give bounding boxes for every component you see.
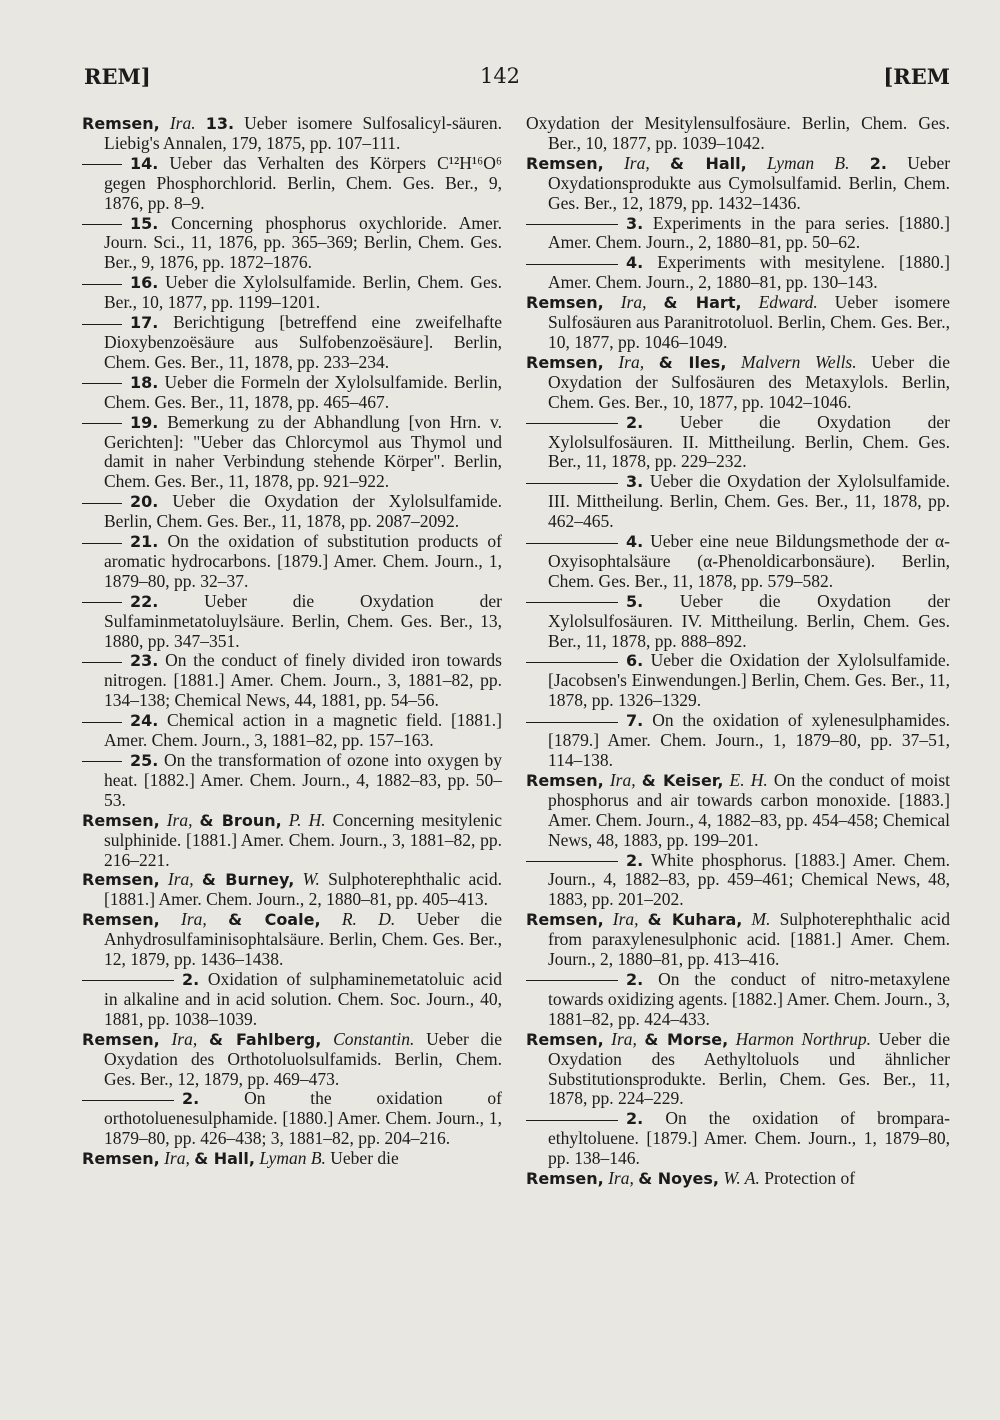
entry-text: Oxydation der Mesitylensulfosäure. Berlin, Chem. Ges. Ber., 10, 1877, pp. 1039–1042.: [526, 113, 950, 153]
entry-text: Ueber isomere Sulfosalicyl-säuren. Liebig's Annalen, 179, 1875, pp. 107–111.: [104, 113, 503, 153]
ditto-rule: [82, 761, 122, 762]
entry-text: Ueber die Oxydation der Xylolsulfamide. III. Mittheilung. Berlin, Chem. Ges. Ber., 11, 1878, pp. 462–465.: [548, 471, 950, 532]
entry-number: 15.: [130, 213, 159, 233]
right-column: [526, 114, 950, 1189]
author-name: Remsen,: [526, 770, 604, 790]
ditto-rule: [82, 602, 122, 603]
ditto-rule: [82, 1100, 174, 1101]
bibliography-entry: [82, 1149, 502, 1169]
bibliography-entry: [82, 910, 502, 970]
entry-number: 18.: [130, 372, 159, 392]
author-given-name: Ira,: [611, 1028, 637, 1049]
author-name: Remsen,: [526, 1169, 604, 1189]
bibliography-entry: [526, 771, 950, 851]
entry-text: Bemerkung zu der Abhandlung [von Hrn. v. Gerichten]: "Ueber das Chlorcymol aus Thymol und damit in naher Verbindung stehende Körper". Berlin, Chem. Ges. Ber., 11, 1878, pp. 921–922.: [104, 411, 503, 492]
entry-number: 22.: [130, 591, 159, 611]
sub-entry: [82, 651, 502, 711]
sub-entry: [82, 373, 502, 413]
entry-number: 3.: [626, 213, 644, 233]
bibliography-entry: [526, 910, 950, 970]
ditto-rule: [526, 264, 618, 265]
coauthor-name: & Broun,: [199, 810, 282, 830]
ditto-rule: [526, 662, 618, 663]
entry-text: Ueber die Oxydation der Xylolsulfamide. Berlin, Chem. Ges. Ber., 11, 1878, pp. 2087–2092.: [104, 491, 502, 532]
entry-number: 2.: [626, 1109, 644, 1129]
ditto-rule: [526, 423, 618, 424]
sub-entry: [526, 711, 950, 771]
sub-entry: [82, 313, 502, 373]
sub-entry: [526, 1109, 950, 1169]
ditto-rule: [526, 602, 618, 603]
entry-number: 25.: [130, 751, 159, 770]
entry-text: Experiments in the para series. [1880.] Amer. Chem. Journ., 2, 1880–81, pp. 50–62.: [548, 212, 951, 253]
author-given-name: Ira,: [609, 769, 636, 790]
sub-entry: [526, 253, 950, 293]
entry-text: Ueber die: [330, 1148, 399, 1169]
author-name: Remsen,: [82, 870, 160, 890]
entry-number: 2.: [626, 850, 644, 870]
entry-text: Ueber die Formeln der Xylolsulfamide. Berlin, Chem. Ges. Ber., 11, 1878, pp. 465–467.: [104, 371, 503, 412]
coauthor-given-name: Lyman B.: [767, 152, 850, 173]
ditto-rule: [526, 980, 618, 981]
ditto-rule: [82, 423, 122, 424]
entry-number: 7.: [626, 711, 644, 731]
bibliography-entry: [526, 1169, 950, 1189]
entry-text: Ueber die Xylolsulfamide. Berlin, Chem. Ges. Ber., 10, 1877, pp. 1199–1201.: [104, 272, 502, 313]
bibliography-entry: [526, 1030, 950, 1110]
entry-text: Ueber die Oxydation des Orthotoluolsulfamids. Berlin, Chem. Ges. Ber., 12, 1879, pp. 469–473.: [104, 1028, 503, 1089]
sub-entry: [526, 532, 950, 592]
entry-text: On the conduct of moist phosphorus and air towards carbon monoxide. [1883.] Amer. Chem. Journ., 4, 1882–83, pp. 454–458; Chemical News, 48, 1883, pp. 199–201.: [548, 769, 951, 850]
ditto-rule: [82, 224, 122, 225]
coauthor-given-name: R. D.: [341, 909, 396, 930]
entry-text: Ueber isomere Sulfosäuren aus Paranitrotoluol. Berlin, Chem. Ges. Ber., 10, 1877, pp. 1046–1049.: [548, 292, 950, 352]
continued-entry: [526, 114, 950, 154]
ditto-rule: [82, 980, 174, 981]
entry-text: Protection of: [764, 1168, 856, 1189]
author-given-name: Ira,: [181, 909, 207, 930]
sub-entry: [82, 492, 502, 532]
author-name: Remsen,: [82, 810, 160, 830]
coauthor-given-name: Harmon Northrup.: [735, 1028, 871, 1049]
author-name: Remsen,: [82, 114, 160, 133]
entry-text: Chemical action in a magnetic field. [1881.] Amer. Chem. Journ., 3, 1881–82, pp. 157–163.: [104, 710, 503, 751]
entry-text: Oxidation of sulphaminemetatoluic acid in alkaline and in acid solution. Chem. Soc. Journ., 40, 1881, pp. 1038–1039.: [104, 968, 503, 1029]
author-name: Remsen,: [82, 1029, 160, 1049]
author-given-name: Ira,: [608, 1168, 634, 1189]
coauthor-given-name: M.: [751, 909, 771, 930]
entry-number: 2.: [626, 969, 644, 989]
entry-number: 13.: [205, 114, 235, 133]
sub-entry: [82, 1089, 502, 1149]
ditto-rule: [82, 543, 122, 544]
ditto-rule: [82, 722, 122, 723]
sub-entry: [82, 970, 502, 1030]
entry-number: 6.: [626, 651, 644, 671]
entry-number: 16.: [130, 273, 159, 293]
entry-number: 3.: [626, 472, 644, 492]
sub-entry: [82, 592, 502, 652]
coauthor-given-name: Lyman B.: [259, 1148, 326, 1169]
ditto-rule: [526, 483, 618, 484]
entry-number: 2.: [182, 1089, 200, 1109]
entry-text: Ueber Oxydationsprodukte aus Cymolsulfamid. Berlin, Chem. Ges. Ber., 12, 1879, pp. 1432–1436.: [548, 152, 951, 213]
coauthor-name: & Hall,: [670, 153, 747, 173]
author-given-name: Ira,: [623, 152, 650, 173]
sub-entry: [526, 970, 950, 1030]
entry-number: 2.: [182, 969, 200, 989]
entry-number: 2.: [626, 412, 644, 432]
entry-text: Ueber die Oxidation der Xylolsulfamide. [Jacobsen's Einwendungen.] Berlin, Chem. Ges. Ber., 11, 1878, pp. 1326–1329.: [548, 650, 951, 711]
coauthor-name: & Iles,: [658, 352, 727, 372]
entry-text: On the conduct of nitro-metaxylene towards oxidizing agents. [1882.] Amer. Chem. Journ., 3, 1881–82, pp. 424–433.: [548, 968, 951, 1029]
entry-text: Sulphoterephthalic acid. [1881.] Amer. Chem. Journ., 2, 1880–81, pp. 405–413.: [104, 869, 503, 910]
sub-entry: [82, 154, 502, 214]
coauthor-given-name: Constantin.: [333, 1028, 415, 1049]
entry-text: Ueber die Oxydation der Sulfosäuren des Metaxylols. Berlin, Chem. Ges. Ber., 10, 1877, pp. 1042–1046.: [548, 351, 951, 412]
author-given-name: Ira,: [167, 869, 194, 890]
entry-text: Berichtigung [betreffend eine zweifelhafte Dioxybenzoësäure aus Sulfobenzoësäure]. Berlin, Chem. Ges. Ber., 11, 1878, pp. 233–234.: [104, 312, 502, 372]
ditto-rule: [82, 503, 122, 504]
entry-number: 23.: [130, 651, 159, 671]
entry-text: White phosphorus. [1883.] Amer. Chem. Journ., 4, 1882–83, pp. 459–461; Chemical News, 48, 1883, pp. 201–202.: [548, 849, 950, 910]
sub-entry: [526, 851, 950, 911]
entry-text: On the conduct of finely divided iron towards nitrogen. [1881.] Amer. Chem. Journ., 3, 1881–82, pp. 134–138; Chemical News, 44, 1881, pp. 54–56.: [104, 650, 502, 711]
entry-number: 5.: [626, 591, 644, 611]
bibliography-entry: [526, 353, 950, 413]
entry-text: Ueber die Oxydation der Xylolsulfosäuren. II. Mittheilung. Berlin, Chem. Ges. Ber., 11, 1878, pp. 229–232.: [548, 411, 950, 472]
author-given-name: Ira,: [164, 1148, 190, 1169]
entry-text: On the oxidation of orthotoluenesulphamide. [1880.] Amer. Chem. Journ., 1, 1879–80, pp. 426–438; 3, 1881–82, pp. 204–216.: [104, 1088, 503, 1149]
entry-number: 24.: [130, 711, 159, 731]
sub-entry: [82, 273, 502, 313]
running-head-left: REM]: [84, 64, 151, 89]
sub-entry: [526, 214, 950, 254]
entry-text: On the oxidation of substitution products of aromatic hydrocarbons. [1879.] Amer. Chem. Journ., 1, 1879–80, pp. 32–37.: [104, 531, 503, 591]
bibliography-entry: [82, 811, 502, 871]
entry-text: Ueber die Oxydation der Xylolsulfosäuren. IV. Mittheilung. Berlin, Chem. Ges. Ber., 11, 1878, pp. 888–892.: [548, 590, 950, 651]
ditto-rule: [526, 224, 618, 225]
coauthor-name: & Fahlberg,: [209, 1029, 322, 1049]
bibliography-entry: [82, 1030, 502, 1090]
entry-text: Sulphoterephthalic acid from paraxylenesulphonic acid. [1881.] Amer. Chem. Journ., 2, 1880–81, pp. 413–416.: [548, 909, 951, 970]
entry-text: Concerning phosphorus oxychloride. Amer. Journ. Sci., 11, 1876, pp. 365–369; Berlin, Chem. Ges. Ber., 9, 1876, pp. 1872–1876.: [104, 212, 502, 273]
ditto-rule: [82, 284, 122, 285]
coauthor-name: & Burney,: [201, 870, 295, 890]
ditto-rule: [82, 383, 122, 384]
author-given-name: Ira.: [169, 113, 196, 133]
sub-entry: [526, 472, 950, 532]
coauthor-name: & Keiser,: [641, 770, 724, 790]
coauthor-given-name: W. A.: [723, 1168, 760, 1189]
entry-number: 2.: [869, 153, 887, 173]
coauthor-given-name: Malvern Wells.: [741, 351, 857, 372]
entry-number: 21.: [130, 532, 159, 552]
entry-number: 4.: [626, 253, 644, 273]
ditto-rule: [82, 164, 122, 165]
author-given-name: Ira,: [620, 292, 647, 313]
author-given-name: Ira,: [171, 1028, 198, 1049]
author-name: Remsen,: [526, 352, 604, 372]
author-name: Remsen,: [82, 910, 160, 930]
entry-text: On the transformation of ozone into oxygen by heat. [1882.] Amer. Chem. Journ., 4, 1882–83, pp. 50–53.: [104, 750, 502, 810]
author-name: Remsen,: [82, 1149, 160, 1169]
coauthor-given-name: W.: [302, 869, 320, 890]
sub-entry: [82, 532, 502, 592]
coauthor-name: & Coale,: [228, 910, 321, 930]
sub-entry: [526, 651, 950, 711]
ditto-rule: [526, 1120, 618, 1121]
entry-text: Ueber die Oxydation der Sulfaminmetatoluylsäure. Berlin, Chem. Ges. Ber., 13, 1880, pp. 347–351.: [104, 590, 502, 651]
entry-number: 17.: [130, 313, 159, 333]
author-given-name: Ira,: [166, 809, 193, 830]
entry-number: 19.: [130, 412, 159, 432]
author-name: Remsen,: [526, 153, 604, 173]
entry-text: Concerning mesitylenic sulphinide. [1881.] Amer. Chem. Journ., 3, 1881–82, pp. 216–221.: [104, 809, 503, 870]
entry-text: Ueber eine neue Bildungsmethode der α-Oxyisophtalsäure (α-Phenoldicarbonsäure). Berlin, Chem. Ges. Ber., 11, 1878, pp. 579–582.: [548, 531, 950, 591]
ditto-rule: [82, 662, 122, 663]
bibliography-entry: [82, 870, 502, 910]
author-name: Remsen,: [526, 1029, 604, 1049]
entry-text: Experiments with mesitylene. [1880.] Amer. Chem. Journ., 2, 1880–81, pp. 130–143.: [548, 252, 950, 293]
coauthor-given-name: E. H.: [729, 769, 768, 790]
coauthor-name: & Noyes,: [638, 1169, 719, 1189]
sub-entry: [82, 413, 502, 493]
sub-entry: [82, 751, 502, 811]
sub-entry: [82, 711, 502, 751]
coauthor-name: & Kuhara,: [647, 910, 743, 930]
sub-entry: [526, 592, 950, 652]
bibliography-entry: [526, 154, 950, 214]
entry-text: Ueber die Oxydation des Aethyltoluols und ähnlicher Substitutionsprodukte. Berlin, Chem. Ges. Ber., 11, 1878, pp. 224–229.: [548, 1028, 951, 1109]
ditto-rule: [526, 722, 618, 723]
ditto-rule: [82, 324, 122, 325]
entry-number: 20.: [130, 492, 159, 512]
running-head-right: [REM: [883, 64, 950, 89]
entry-text: On the oxidation of xylenesulphamides. [1879.] Amer. Chem. Journ., 1, 1879–80, pp. 37–51, 114–138.: [548, 710, 950, 770]
page-number: 142: [479, 64, 521, 88]
author-name: Remsen,: [526, 293, 604, 313]
sub-entry: [526, 413, 950, 473]
ditto-rule: [526, 861, 618, 862]
entry-number: 4.: [626, 532, 644, 552]
entry-number: 14.: [130, 153, 159, 173]
entry-text: On the oxidation of brompara-ethyltoluene. [1879.] Amer. Chem. Journ., 1, 1879–80, pp. 138–146.: [548, 1108, 951, 1169]
coauthor-name: & Morse,: [644, 1029, 729, 1049]
author-given-name: Ira,: [618, 351, 645, 372]
coauthor-name: & Hart,: [663, 293, 742, 313]
coauthor-given-name: P. H.: [288, 809, 326, 830]
ditto-rule: [526, 543, 618, 544]
left-column: [82, 114, 502, 1169]
coauthor-given-name: Edward.: [758, 292, 818, 313]
entry-text: Ueber die Anhydrosulfaminisophtalsäure. Berlin, Chem. Ges. Ber., 12, 1879, pp. 1436–1438.: [104, 909, 503, 970]
bibliography-entry: [82, 114, 502, 154]
bibliography-entry: [526, 293, 950, 353]
author-name: Remsen,: [526, 910, 604, 930]
sub-entry: [82, 214, 502, 274]
author-given-name: Ira,: [612, 909, 639, 930]
coauthor-name: & Hall,: [194, 1149, 255, 1169]
entry-text: Ueber das Verhalten des Körpers C¹²H¹⁶O⁶ gegen Phosphorchlorid. Berlin, Chem. Ges. Ber., 9, 1876, pp. 8–9.: [104, 152, 503, 213]
